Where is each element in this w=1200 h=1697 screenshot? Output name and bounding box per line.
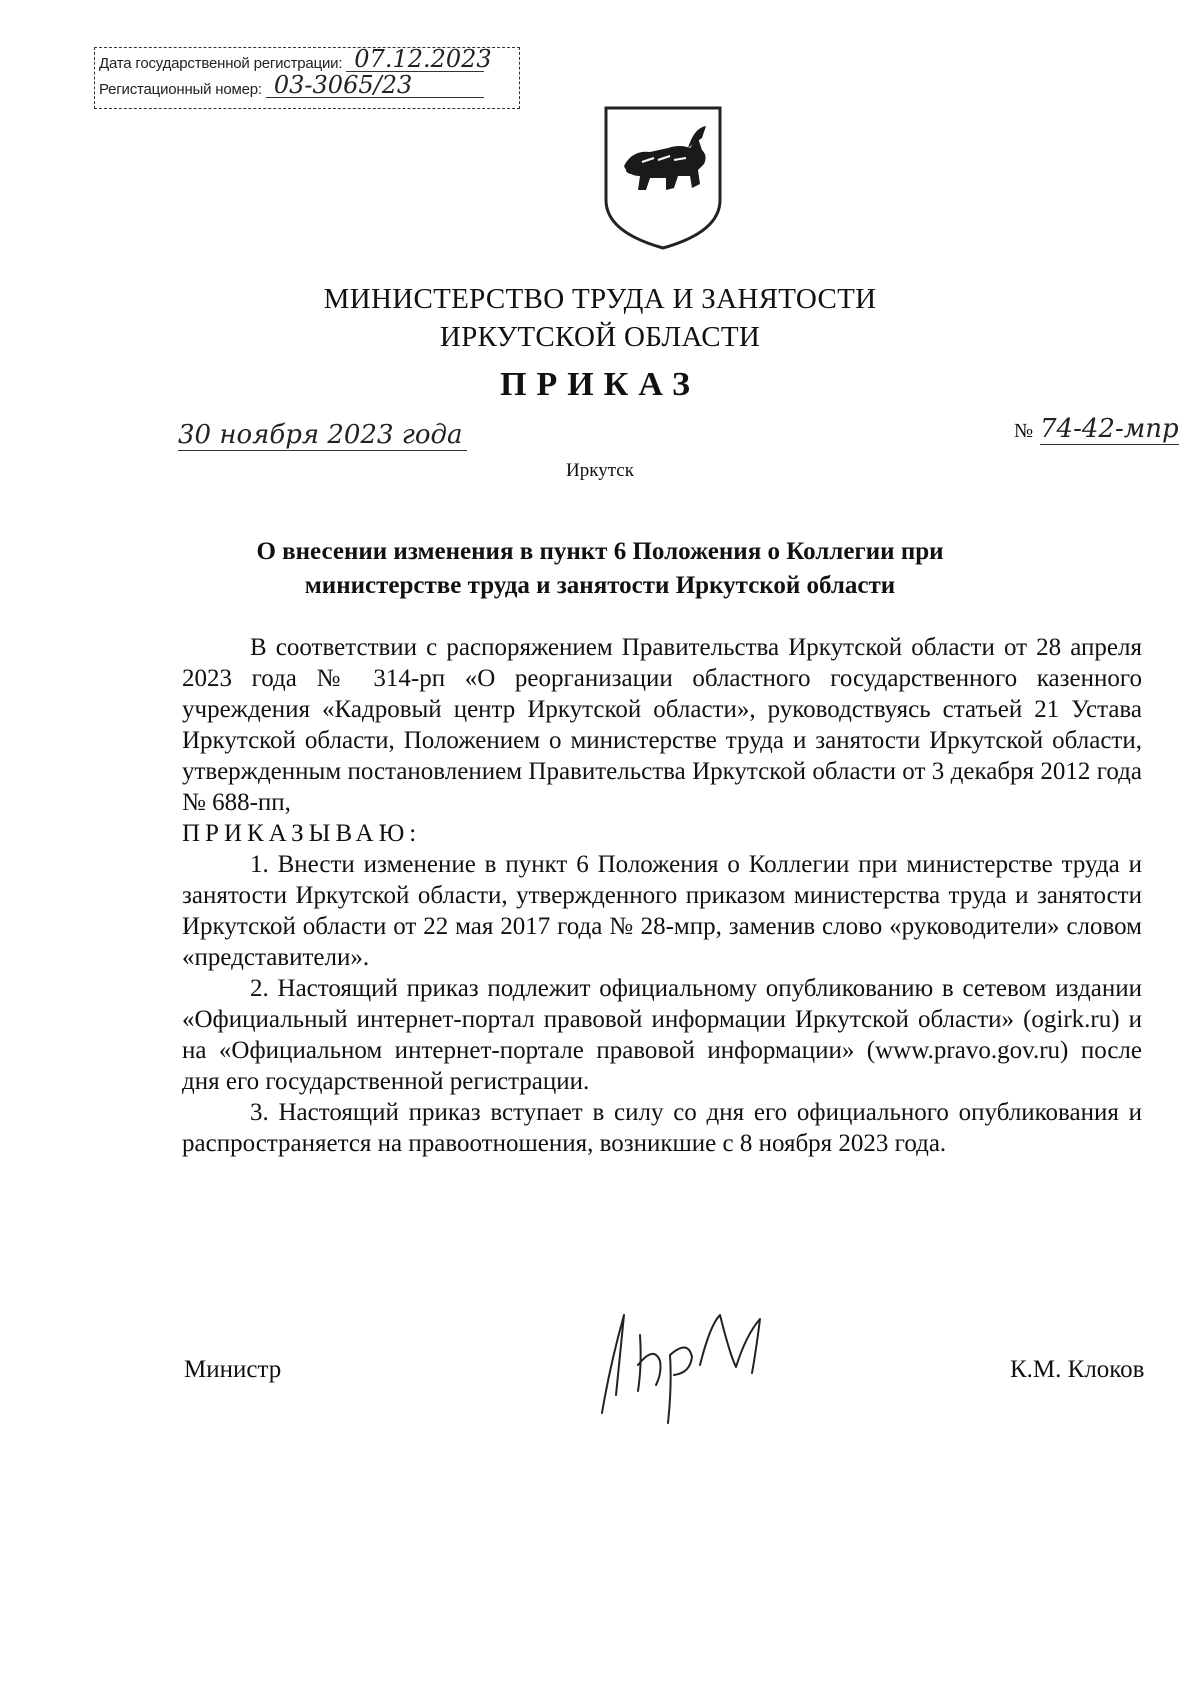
order-item-3: 3. Настоящий приказ вступает в силу со дня его официального опубликования и распространяется на правоотношения, возникшие с 8 ноября 2023 года. — [182, 1099, 1142, 1157]
registration-date-row — [99, 45, 492, 73]
order-body — [182, 632, 1142, 1159]
ministry-name-line1: МИНИСТЕРСТВО ТРУДА И ЗАНЯТОСТИ — [323, 283, 877, 315]
signatory-position: Министр — [184, 1356, 282, 1383]
order-item-2: 2. Настоящий приказ подлежит официальному опубликованию в сетевом издании «Официальный интернет-портал правовой информации Иркутской области» (ogirk.ru) и на «Официальном интернет-портале правовой информации» (www.pravo.gov.ru) после дня его государственной регистрации. — [182, 975, 1142, 1095]
registration-number-label: Регистационный номер: — [99, 81, 262, 98]
order-item-1: 1. Внести изменение в пункт 6 Положения о Коллегии при министерстве труда и занятости Иркутской области, утвержденного приказом министерства труда и занятости Иркутской области от 22 мая 2017 года № 28-мпр, заменив слово «руководители» словом «представители». — [182, 851, 1142, 971]
order-date: 30 ноября 2023 года — [178, 420, 467, 451]
ministry-name-line2: ИРКУТСКОЙ ОБЛАСТИ — [439, 321, 761, 353]
registration-number-row — [99, 71, 484, 99]
order-title — [0, 535, 1200, 603]
document-type-heading: ПРИКАЗ — [500, 366, 700, 403]
coat-of-arms-emblem — [602, 104, 724, 252]
registration-date-value: 07.12.2023 — [346, 47, 484, 72]
city-name: Иркутск — [566, 460, 634, 481]
registration-number-value: 03-3065/23 — [266, 73, 484, 98]
order-word: ПРИКАЗЫВАЮ: — [182, 820, 422, 847]
order-number-sign: № — [1014, 420, 1034, 442]
preamble-paragraph: В соответствии с распоряжением Правительства Иркутской области от 28 апреля 2023 года № 314-рп «О реорганизации областного государственного казенного учреждения «Кадровый центр Иркутской области», руководствуясь статьей 21 Устава Иркутской области, Положением о министерстве труда и занятости Иркутской области, утвержденным постановлением Правительства Иркутской области от 3 декабря 2012 года № 688-пп, — [182, 634, 1142, 816]
handwritten-signature — [580, 1295, 820, 1425]
order-title-line2: министерстве труда и занятости Иркутской области — [304, 572, 896, 599]
order-title-line1: О внесении изменения в пункт 6 Положения о Коллегии при — [256, 538, 944, 565]
ministry-name — [0, 280, 1200, 356]
order-number: 74-42-мпр — [1040, 414, 1179, 444]
signatory-name: К.М. Клоков — [1010, 1356, 1145, 1383]
registration-date-label: Дата государственной регистрации: — [99, 55, 343, 72]
registration-stamp — [94, 47, 520, 109]
